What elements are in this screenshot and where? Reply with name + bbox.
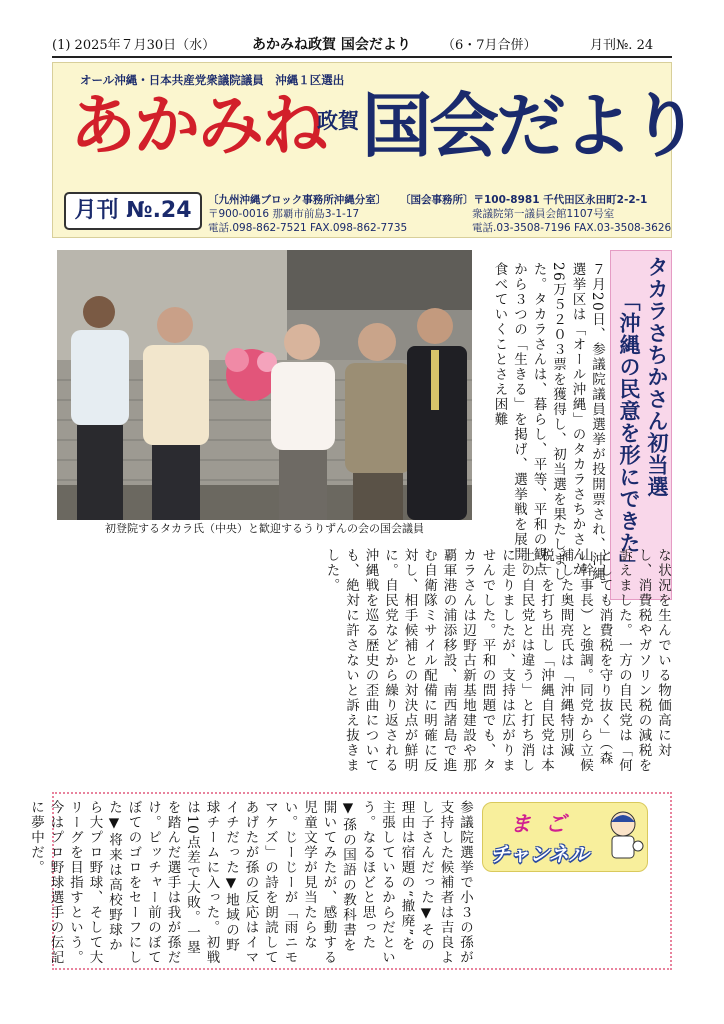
masthead-title: 国会だより xyxy=(362,85,697,167)
okinawa-office-address: 〒900-0016 那覇市前島3-1-17 xyxy=(208,208,360,220)
kokkai-office-address: 衆議院第一議員会館1107号室 xyxy=(472,208,615,220)
baseball-boy-icon xyxy=(600,806,646,868)
headline-sub: 「沖縄の民意を形にできた」 xyxy=(617,290,641,576)
masthead-name: あかみね xyxy=(70,87,326,164)
paper-name: あかみね政賀 国会だより xyxy=(252,37,411,53)
masthead-kosei: 政賀 xyxy=(317,109,359,133)
issue-date: (1) 2025年７月30日（水） xyxy=(52,38,216,53)
kokkai-office-name: 〔国会事務所〕〒100-8981 千代田区永田町2-2-1 xyxy=(400,194,648,206)
monthly-number-badge: 月刊 №.24 xyxy=(64,192,202,230)
article-body: な状況を生んでいる物価高に対し、消費税やガソリン税の減税を訴えました。一方の自民党は「何としても消費税を守り抜く」（森山幹事長）と強調。同党から立候補した奥間亮氏は「沖縄特別減税」を打ち出し「沖縄自民党は本土の自民党とは違う」と打ち消しに走りましたが、支持は広がりませんでした。平和の問題でも、タカラさんは辺野古新基地建設や那覇軍港の浦添移設、南西諸島で進む自衛隊ミサイル配備に明確に反対し、相手候補との対決点が鮮明に。自民党などから繰り返される沖縄戦を巡る歴史の歪曲についても、絶対に許さないと訴え抜きました。 xyxy=(323,548,671,773)
issue-number: 月刊№. 24 xyxy=(590,38,654,53)
masthead-subtitle: オール沖縄・日本共産党衆議院議員 沖縄１区選出 xyxy=(80,73,345,87)
headline-main: タカラさちかさん初当選 xyxy=(645,256,669,498)
group-photo-illustration xyxy=(57,250,472,520)
photo-caption: 初登院するタカラ氏（中央）と歓迎するうりずんの会の国会議員 xyxy=(57,520,472,538)
page-header xyxy=(52,34,672,56)
column-title-channel: チャンネル xyxy=(490,842,589,866)
column-text-part1: 参議院選挙で小３の孫が支持した候補者は吉良よし子さんだった▼その理由は宿題の“撤廃”を主張しているからだという。なるほどと思った▼孫の国語の教科書を開いてみたが、感動する児童文学が見当たらない。じーじーが「雨ニモマケズ」の詩を朗読してあげたが孫の反応はイマイチだった▼地域の野球チームに入った。初戦は10点差で大敗。一塁を踏んだ選手は我が孫だけ。ピッチャー前のぼてぼてのゴロをセーフにした▼将来は高校野球から大プロ野球、そして大リーグを目指すという。今はプロ野球選手の伝記に夢中だ。 xyxy=(28,800,473,965)
article-intro: ７月20日、参議院議員選挙が投開票され、沖縄選挙区は「オール沖縄」のタカラさちかさんが26万５２０３票を獲得し、初当選を果たしました。タカラさんは、暮らし、平等、平和の観点から３つの「生きる」を掲げ、選挙戦を展開。食べていくことさえ困難 xyxy=(491,262,605,583)
kokkai-office xyxy=(400,193,671,235)
header-rule xyxy=(52,56,672,58)
combined-issue: （6・7月合併） xyxy=(442,38,537,53)
column-title-mago: まご xyxy=(510,812,580,836)
okinawa-office-tel: 電話.098-862-7521 FAX.098-862-7735 xyxy=(208,222,408,234)
kokkai-office-tel: 電話.03-3508-7196 FAX.03-3508-3626 xyxy=(472,222,672,234)
okinawa-office xyxy=(208,193,407,235)
photo xyxy=(57,250,472,520)
okinawa-office-name: 〔九州沖縄ブロック事務所沖縄分室〕 xyxy=(208,194,387,206)
